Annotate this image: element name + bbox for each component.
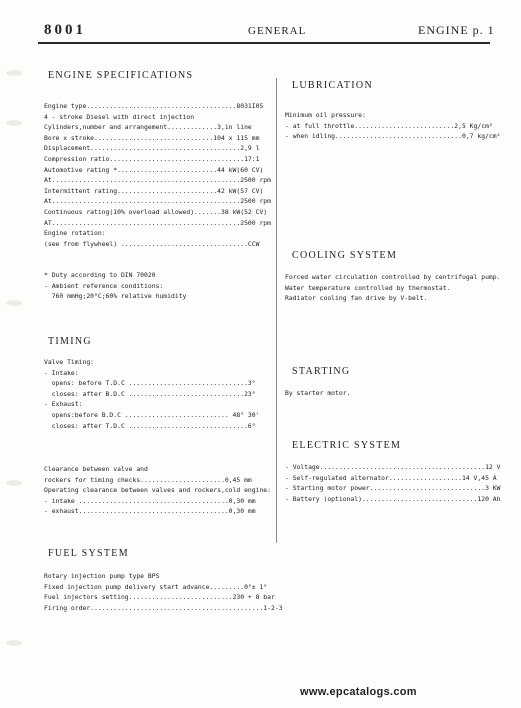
website-watermark: www.epcatalogs.com xyxy=(300,686,417,698)
spec-line: Compression ratio...................................17:1 xyxy=(44,154,260,163)
fuel-line: Firing order.............................................1-2-3 xyxy=(44,603,283,612)
engine-specifications-heading: ENGINE SPECIFICATIONS xyxy=(48,70,194,81)
spec-line: Bore x stroke...............................104 x 115 mm xyxy=(44,133,260,142)
punch-hole-mark xyxy=(6,640,22,646)
timing-heading: TIMING xyxy=(48,336,92,347)
electric-system-list xyxy=(285,462,500,504)
starting-line: By starter motor. xyxy=(285,389,351,397)
timing-line: - Intake: xyxy=(44,368,79,377)
spec-line: AT.................................................2500 rpm xyxy=(44,218,272,227)
fuel-line: Fixed injection pump delivery start advance.........0°± 1° xyxy=(44,582,268,591)
clearance-line: - exhaust.......................................0,30 mm xyxy=(44,507,256,516)
spec-line: Continuous rating(10% overload allowed).......38 kW(52 CV) xyxy=(44,207,268,216)
timing-line: closes: after B.D.C ..............................23° xyxy=(44,389,256,398)
cooling-system-list xyxy=(285,272,500,304)
engine-notes xyxy=(44,270,186,302)
punch-hole-mark xyxy=(6,480,22,486)
starting-heading: STARTING xyxy=(292,366,351,377)
punch-hole-mark xyxy=(6,70,22,76)
spec-line: Intermittent rating..........................42 kW(57 CV) xyxy=(44,186,264,195)
electric-system-heading: ELECTRIC SYSTEM xyxy=(292,440,402,451)
spec-line: Cylinders,number and arrangement.............3,in line xyxy=(44,123,252,132)
clearance-line: rockers for timing checks......................0,45 mm xyxy=(44,475,252,484)
punch-hole-mark xyxy=(6,300,22,306)
column-divider xyxy=(276,78,277,543)
timing-list xyxy=(44,357,259,431)
model-number: 8001 xyxy=(44,22,86,38)
fuel-system-list xyxy=(44,571,283,613)
clearance-line: Clearance between valve and xyxy=(44,465,148,473)
fuel-line: Fuel injectors setting...........................230 + 8 bar xyxy=(44,593,275,602)
header-rule xyxy=(38,42,490,44)
spec-line: (see from flywheel) .................................CCW xyxy=(44,239,260,248)
timing-line: closes: after T.D.C ...............................6° xyxy=(44,421,256,430)
timing-line: Valve Timing: xyxy=(44,358,95,366)
punch-hole-mark xyxy=(6,120,22,126)
note-line: 760 mmHg;20°C;60% relative humidity xyxy=(44,292,187,301)
spec-line: 4 - stroke Diesel with direct injection xyxy=(44,112,195,121)
lubrication-list xyxy=(285,110,500,142)
clearance-list xyxy=(44,464,271,517)
lubrication-line: Minimum oil pressure: xyxy=(285,111,366,119)
electric-line: - Self-regulated alternator...................14 V,45 A xyxy=(285,473,497,482)
spec-line: Engine type.......................................8031I05 xyxy=(44,102,264,110)
cooling-line: Forced water circulation controlled by centrifugal pump. xyxy=(285,273,501,281)
timing-line: - Exhaust: xyxy=(44,400,83,409)
cooling-line: Water temperature controlled by thermostat. xyxy=(285,283,451,292)
page-reference: ENGINE p. 1 xyxy=(418,23,495,37)
note-line: - Ambient reference conditions: xyxy=(44,281,164,290)
cooling-system-heading: COOLING SYSTEM xyxy=(292,250,398,261)
spec-line: Automotive rating *..........................44 kW(60 CV) xyxy=(44,165,264,174)
spec-line: Engine rotation: xyxy=(44,229,106,238)
spec-line: At.................................................2500 rpm xyxy=(44,197,272,206)
starting-list xyxy=(285,388,350,399)
electric-line: - Starting motor power..............................3 KW xyxy=(285,484,501,493)
engine-specifications-list xyxy=(44,101,271,249)
fuel-line: Rotary injection pump type BPS xyxy=(44,572,160,580)
electric-line: - Battery (optional)..............................120 Ah xyxy=(285,494,501,503)
clearance-line: - intake .......................................0,30 mm xyxy=(44,496,256,505)
category-title: GENERAL xyxy=(248,25,307,37)
lubrication-heading: LUBRICATION xyxy=(292,80,373,91)
spec-line: Displacement.......................................2,9 l xyxy=(44,144,260,153)
fuel-system-heading: FUEL SYSTEM xyxy=(48,548,129,559)
clearance-line: Operating clearance between valves and rockers,cold engine: xyxy=(44,486,272,495)
timing-line: opens: before T.D.C ...............................3° xyxy=(44,379,256,388)
lubrication-line: - when idling.................................0,7 kg/cm² xyxy=(285,132,501,141)
lubrication-line: - at full throttle..........................2,5 Kg/cm² xyxy=(285,121,493,130)
timing-line: opens:before B.D.C ........................... 48° 30' xyxy=(44,410,260,419)
cooling-line: Radiator cooling fan drive by V-belt. xyxy=(285,294,428,303)
electric-line: - Voltage...........................................12 V xyxy=(285,463,501,471)
spec-line: At.................................................2500 rpm xyxy=(44,176,272,185)
note-line: * Duty according to DIN 70020 xyxy=(44,271,156,279)
